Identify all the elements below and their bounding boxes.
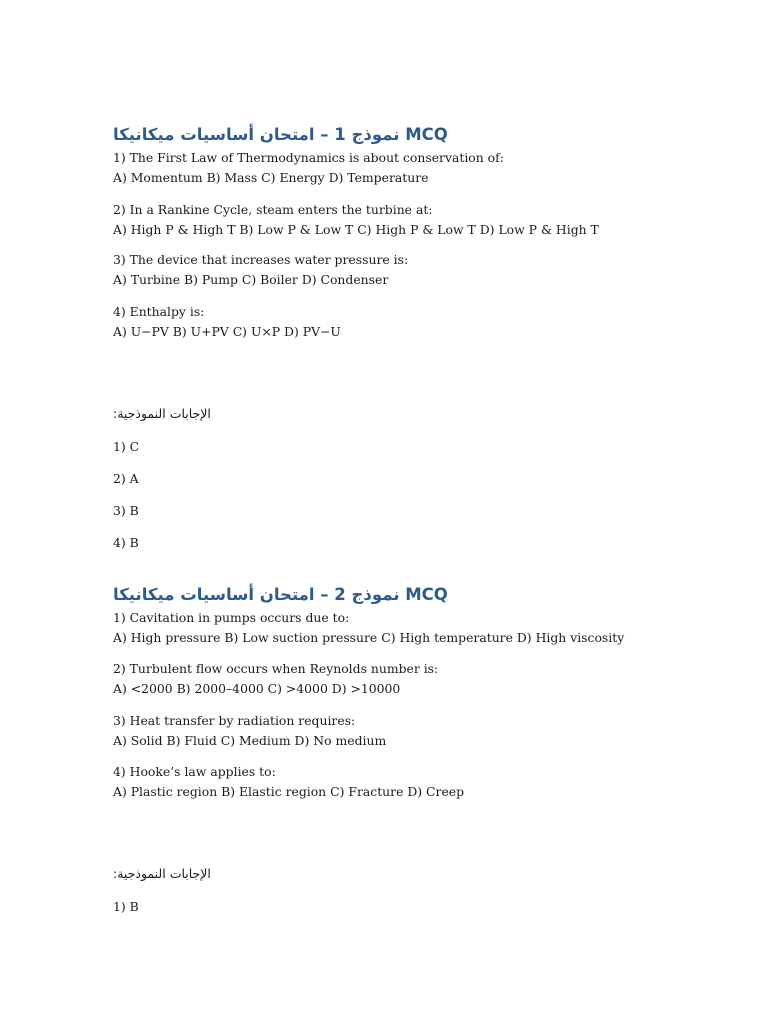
question-options: A) <2000 B) 2000–4000 C) >4000 D) >10000 bbox=[113, 680, 401, 696]
exam1-title-arabic: نموذج 1 – امتحان أساسيات ميكانيكا bbox=[113, 125, 400, 144]
question-options: A) Plastic region B) Elastic region C) Fracture D) Creep bbox=[113, 783, 465, 799]
exam2-title-mcq: MCQ bbox=[405, 585, 448, 604]
exam1-question-4 bbox=[113, 302, 733, 341]
question-options: A) U−PV B) U+PV C) U×P D) PV−U bbox=[113, 323, 341, 339]
exam2-question-2 bbox=[113, 659, 733, 698]
question-text: 2) In a Rankine Cycle, steam enters the turbine at: bbox=[113, 202, 433, 217]
exam1-question-2 bbox=[113, 200, 733, 239]
question-options: A) Solid B) Fluid C) Medium D) No medium bbox=[113, 732, 387, 748]
question-text: 1) Cavitation in pumps occurs due to: bbox=[113, 610, 350, 625]
exam1-answer-2: 2) A bbox=[113, 471, 139, 486]
question-text: 4) Hooke’s law applies to: bbox=[113, 764, 276, 779]
exam2-question-3 bbox=[113, 711, 733, 750]
exam1-question-3 bbox=[113, 250, 733, 289]
question-text: 4) Enthalpy is: bbox=[113, 304, 205, 319]
exam1-question-1 bbox=[113, 148, 733, 187]
exam2-title-arabic: نموذج 2 – امتحان أساسيات ميكانيكا bbox=[113, 585, 400, 604]
question-options: A) Momentum B) Mass C) Energy D) Temperature bbox=[113, 169, 429, 185]
exam1-answer-3: 3) B bbox=[113, 503, 139, 518]
exam1-answer-4: 4) B bbox=[113, 535, 139, 550]
exam1-answers-label: الإجابات النموذجية: bbox=[113, 406, 211, 421]
exam1-title bbox=[113, 125, 733, 145]
question-text: 2) Turbulent flow occurs when Reynolds number is: bbox=[113, 661, 439, 676]
question-options: A) High P & High T B) Low P & Low T C) High P & Low T D) Low P & High T bbox=[113, 221, 599, 237]
exam1-answer-1: 1) C bbox=[113, 439, 140, 454]
exam2-answers-label: الإجابات النموذجية: bbox=[113, 866, 211, 881]
exam2-question-1 bbox=[113, 608, 733, 647]
exam2-question-4 bbox=[113, 762, 733, 801]
question-text: 1) The First Law of Thermodynamics is about conservation of: bbox=[113, 150, 504, 165]
exam2-answer-1: 1) B bbox=[113, 899, 139, 914]
exam2-title bbox=[113, 585, 733, 605]
exam1-title-mcq: MCQ bbox=[405, 125, 448, 144]
question-options: A) High pressure B) Low suction pressure C) High temperature D) High viscosity bbox=[113, 629, 625, 645]
question-text: 3) Heat transfer by radiation requires: bbox=[113, 713, 356, 728]
question-options: A) Turbine B) Pump C) Boiler D) Condenser bbox=[113, 271, 389, 287]
question-text: 3) The device that increases water pressure is: bbox=[113, 252, 409, 267]
